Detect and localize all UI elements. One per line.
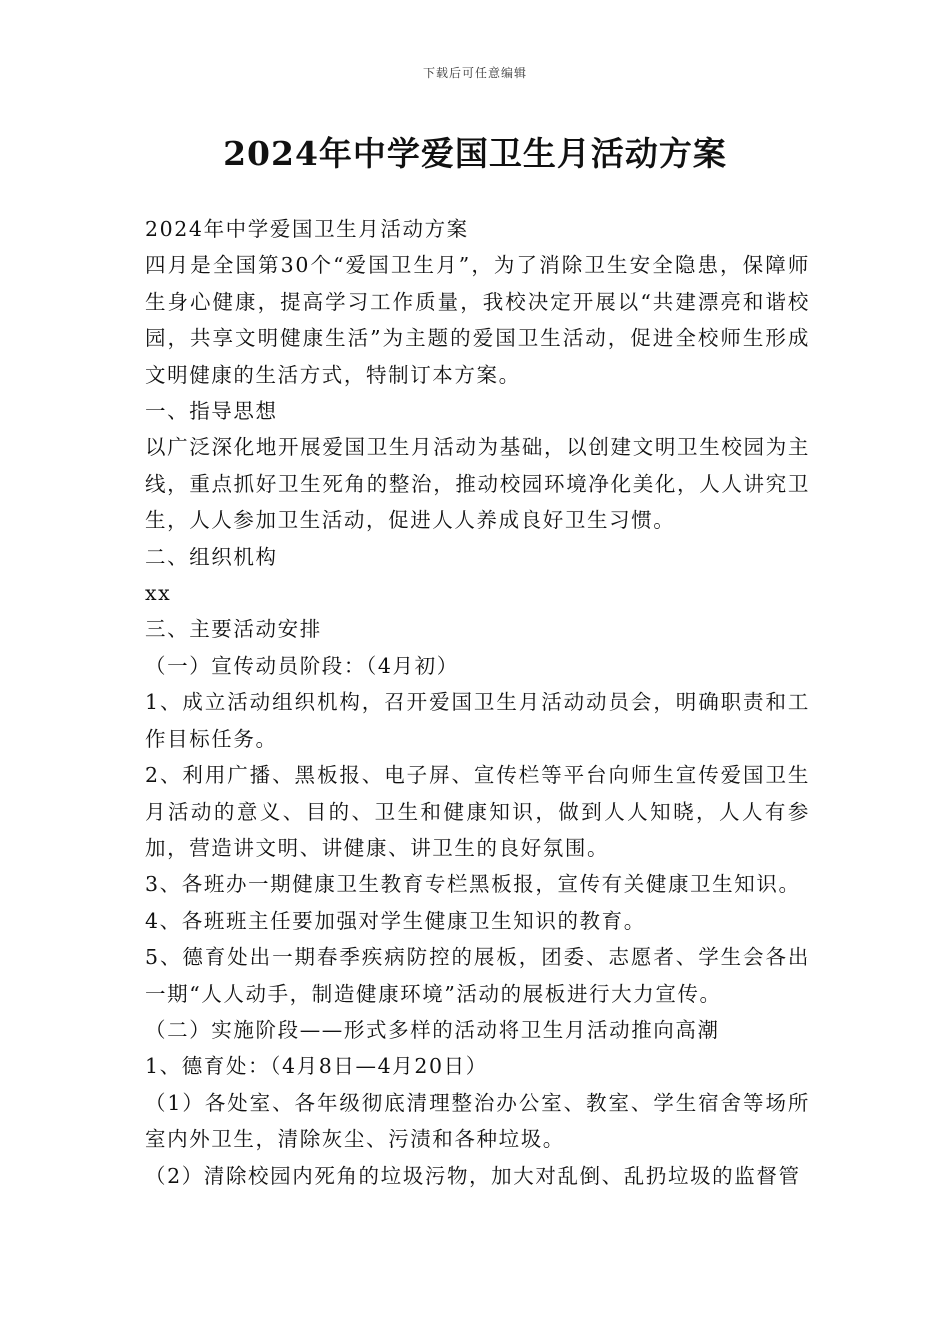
- header-note: 下载后可任意编辑: [422, 66, 527, 80]
- list-item: 1、成立活动组织机构，召开爱国卫生月活动动员会，明确职责和工作目标任务。: [145, 690, 810, 751]
- subsection-heading-implementation: （二）实施阶段——形式多样的活动将卫生月活动推向高潮: [145, 1017, 720, 1042]
- document-title: 2024年中学爱国卫生月活动方案: [223, 134, 727, 173]
- intro-paragraph: 四月是全国第30个“爱国卫生月”，为了消除卫生安全隐患，保障师生身心健康，提高学习工作质量，我校决定开展以“共建漂亮和谐校园，共享文明健康生活”为主题的爱国卫生活动，促进全校师生形成文明健康的生活方式，特制订本方案。: [145, 253, 810, 387]
- list-item: 4、各班班主任要加强对学生健康卫生知识的教育。: [145, 908, 646, 933]
- list-item: 5、德育处出一期春季疾病防控的展板，团委、志愿者、学生会各出一期“人人动手，制造健康环境”活动的展板进行大力宣传。: [145, 945, 810, 1006]
- guiding-thought-paragraph: 以广泛深化地开展爱国卫生月活动为基础，以创建文明卫生校园为主线，重点抓好卫生死角的整治，推动校园环境净化美化，人人讲究卫生，人人参加卫生活动，促进人人养成良好卫生习惯。: [145, 435, 810, 533]
- list-item: 3、各班办一期健康卫生教育专栏黑板报，宣传有关健康卫生知识。: [145, 872, 801, 897]
- list-item: （2）清除校园内死角的垃圾污物，加大对乱倒、乱扔垃圾的监督管: [145, 1163, 801, 1188]
- section-heading-activities: 三、主要活动安排: [145, 617, 322, 642]
- subsection-heading-mobilization: （一）宣传动员阶段：（4月初）: [145, 653, 459, 678]
- subtitle-line: 2024年中学爱国卫生月活动方案: [145, 217, 469, 241]
- document-body: [145, 211, 810, 1194]
- section-heading-guiding-thought: 一、指导思想: [145, 399, 278, 424]
- list-item: （1）各处室、各年级彻底清理整治办公室、教室、学生宿舍等场所室内外卫生，清除灰尘、污渍和各种垃圾。: [145, 1090, 810, 1152]
- organization-paragraph: xx: [145, 581, 172, 606]
- list-item: 1、德育处：（4月8日—4月20日）: [145, 1054, 488, 1079]
- list-item: 2、利用广播、黑板报、电子屏、宣传栏等平台向师生宣传爱国卫生月活动的意义、目的、卫生和健康知识，做到人人知晓，人人有参加，营造讲文明、讲健康、讲卫生的良好氛围。: [145, 763, 810, 860]
- section-heading-organization: 二、组织机构: [145, 544, 278, 569]
